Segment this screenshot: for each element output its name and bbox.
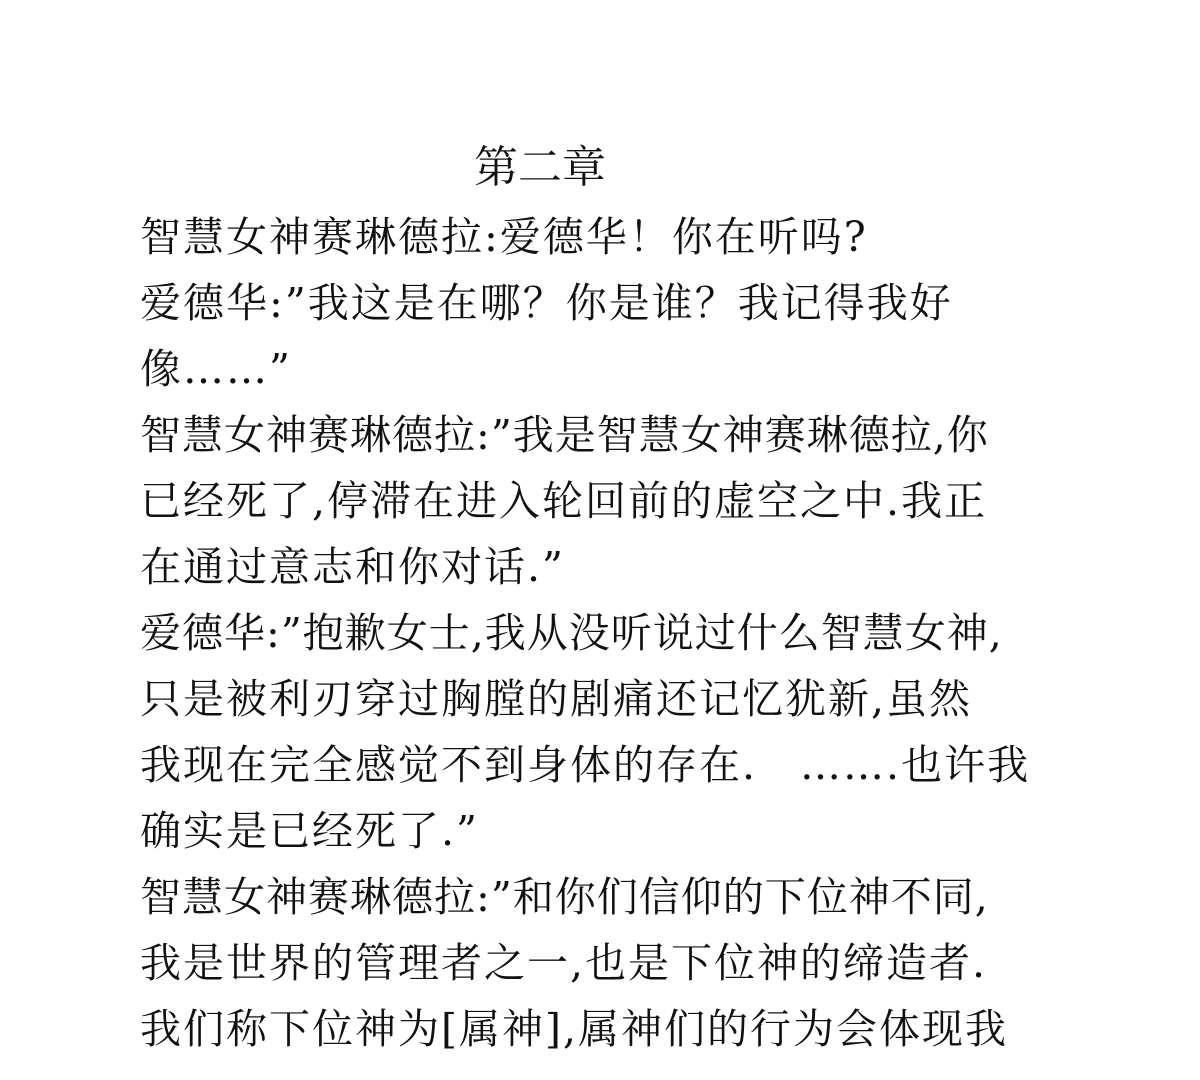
text-line: 我是世界的管理者之一,也是下位神的缔造者. <box>140 939 988 987</box>
document-body <box>140 204 1160 1062</box>
text-line: 在通过意志和你对话.” <box>140 543 565 591</box>
text-line: 智慧女神赛琳德拉:”和你们信仰的下位神不同, <box>140 873 989 921</box>
text-line: 智慧女神赛琳德拉:爱德华！你在听吗? <box>140 213 868 261</box>
text-line: 只是被利刃穿过胸膛的剧痛还记忆犹新,虽然 <box>140 675 973 723</box>
text-line: 智慧女神赛琳德拉:”我是智慧女神赛琳德拉,你 <box>140 411 989 459</box>
text-line: 像……” <box>140 345 292 393</box>
text-line: 爱德华:”我这是在哪？你是谁？我记得我好 <box>140 279 953 327</box>
text-line: 确实是已经死了.” <box>140 807 479 855</box>
chapter-title: 第二章 <box>474 142 606 193</box>
text-line: 我们称下位神为[属神],属神们的行为会体现我 <box>140 1005 1009 1053</box>
text-line: 爱德华:”抱歉女士,我从没听说过什么智慧女神, <box>140 609 1003 657</box>
text-line: 我现在完全感觉不到身体的存在. …….也许我 <box>140 741 1031 789</box>
text-line: 已经死了,停滞在进入轮回前的虚空之中.我正 <box>140 477 988 525</box>
